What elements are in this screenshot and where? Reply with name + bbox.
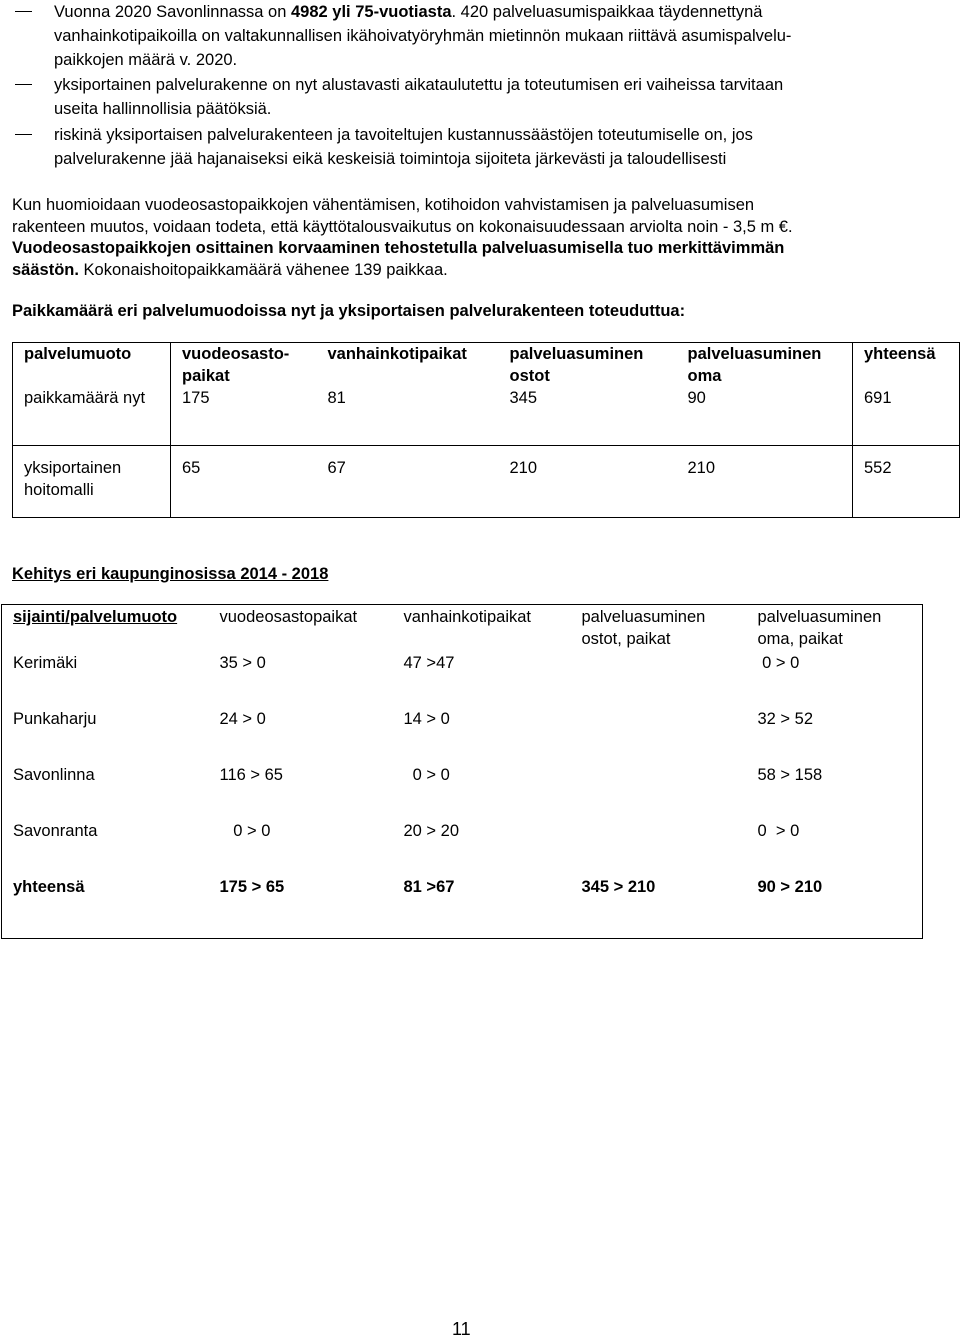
table-cell: 175: [171, 387, 317, 446]
table-cell: 0 > 0: [757, 822, 800, 840]
table-cell: yhteensä: [13, 878, 85, 896]
table-cell: 58 > 158: [757, 766, 823, 784]
table-row: [13, 446, 960, 518]
table-cell: 14 > 0: [403, 710, 450, 728]
table-cell: 345: [509, 389, 538, 407]
bullet-list: [12, 0, 952, 174]
header-cell: palveluasuminen ostot, paikat: [581, 608, 706, 648]
header-cell: vanhainkotipaikat: [403, 608, 532, 626]
header-cell: vuodeosastopaikat: [219, 608, 358, 626]
table-cell: Savonlinna: [13, 766, 95, 784]
table-cell: [571, 820, 747, 876]
bullet-line: useita hallinnollisia päätöksiä.: [54, 100, 272, 118]
table-cell: 90: [687, 389, 706, 407]
bullet-item: [12, 0, 952, 72]
bullet-line: riskinä yksiportaisen palvelurakenteen ja tavoiteltujen kustannussäästöjen toteutumiselle on, jos: [54, 126, 753, 144]
table-cell: 210: [499, 446, 677, 518]
header-cell: palvelumuoto: [24, 345, 132, 363]
table-cell: [571, 652, 747, 708]
table-cell: 81: [327, 389, 346, 407]
district-table: [1, 604, 923, 939]
table-cell: 691: [853, 387, 960, 446]
table-row: [2, 652, 923, 708]
bullet-line: yksiportainen palvelurakenne on nyt alustavasti aikataulutettu ja toteutumisen eri vaiheissa tarvitaan: [54, 76, 784, 94]
table-row: [13, 387, 960, 446]
bullet-item: [12, 123, 952, 171]
header-cell: sijainti/palvelumuoto: [13, 608, 178, 626]
bullet-item: [12, 73, 952, 121]
table-header-row: [2, 605, 923, 653]
row-label: paikkamäärä nyt: [24, 389, 146, 407]
table-cell: Kerimäki: [13, 654, 78, 672]
table-cell: 0 > 0: [219, 822, 271, 840]
section-heading-places: Paikkamäärä eri palvelumuodoissa nyt ja yksiportaisen palvelurakenteen toteuduttua:: [12, 302, 686, 320]
header-cell: vanhainkotipaikat: [327, 345, 467, 363]
bullet-line: Vuonna 2020 Savonlinnassa on 4982 yli 75-vuotiasta. 420 palveluasumispaikkaa täydennettynä: [54, 3, 763, 21]
bullet-line: vanhainkotipaikoilla on valtakunnallisen ikähoivatyöryhmän mietinnön mukaan riittävä asumispalvelu-: [54, 27, 792, 45]
table-cell: 35 > 0: [219, 654, 266, 672]
paragraph-line: säästön. Kokonaishoitopaikkamäärä vähenee 139 paikkaa.: [12, 260, 448, 279]
table-cell: 32 > 52: [757, 710, 814, 728]
page-number: 11: [452, 1319, 471, 1339]
table-cell: 24 > 0: [219, 710, 266, 728]
table-row: [2, 708, 923, 764]
summary-paragraph: [12, 195, 952, 281]
dash-bullet-icon: [15, 84, 32, 85]
table-cell: 552: [853, 446, 960, 518]
table-cell: 210: [677, 446, 853, 518]
table-cell: 20 > 20: [403, 822, 460, 840]
header-cell: yhteensä: [853, 343, 960, 388]
table-cell: 116 > 65: [219, 766, 283, 784]
table-cell: Punkaharju: [13, 710, 97, 728]
section-heading-development: Kehitys eri kaupunginosissa 2014 - 2018: [12, 565, 329, 583]
table-header-row: [13, 343, 960, 388]
dash-bullet-icon: [15, 11, 32, 12]
places-table: [12, 342, 960, 518]
header-cell: vuodeosasto- paikat: [171, 343, 317, 388]
dash-bullet-icon: [15, 134, 32, 135]
paragraph-line: rakenteen muutos, voidaan todeta, että käyttötalousvaikutus on kokonaisuudessaan arviolta noin - 3,5 m €.: [12, 217, 793, 236]
row-label: yksiportainen hoitomalli: [13, 446, 171, 518]
table-cell: 90 > 210: [757, 878, 823, 896]
table-cell: Savonranta: [13, 822, 98, 840]
table-cell: 345 > 210: [581, 878, 656, 896]
table-cell: 175 > 65: [219, 878, 285, 896]
bullet-line: paikkojen määrä v. 2020.: [54, 51, 238, 69]
table-cell: [571, 764, 747, 820]
table-cell: [571, 708, 747, 764]
table-total-row: [2, 876, 923, 938]
table-cell: 67: [317, 446, 499, 518]
table-cell: 47 >47: [403, 654, 455, 672]
header-cell: palveluasuminen oma: [687, 345, 822, 385]
table-cell: 0 > 0: [757, 654, 800, 672]
table-cell: 65: [171, 446, 317, 518]
paragraph-line: Vuodeosastopaikkojen osittainen korvaaminen tehostetulla palveluasumisella tuo merkittävimmän: [12, 239, 785, 257]
paragraph-line: Kun huomioidaan vuodeosastopaikkojen vähentämisen, kotihoidon vahvistamisen ja palveluasumisen: [12, 196, 755, 214]
table-row: [2, 764, 923, 820]
table-cell: 0 > 0: [403, 766, 450, 784]
header-cell: palveluasuminen ostot: [509, 345, 644, 385]
bullet-line: palvelurakenne jää hajanaiseksi eikä keskeisiä toimintoja sijoiteta järkevästi ja taloudellisesti: [54, 150, 727, 168]
table-cell: 81 >67: [403, 878, 455, 896]
table-row: [2, 820, 923, 876]
header-cell: palveluasuminen oma, paikat: [757, 608, 882, 648]
